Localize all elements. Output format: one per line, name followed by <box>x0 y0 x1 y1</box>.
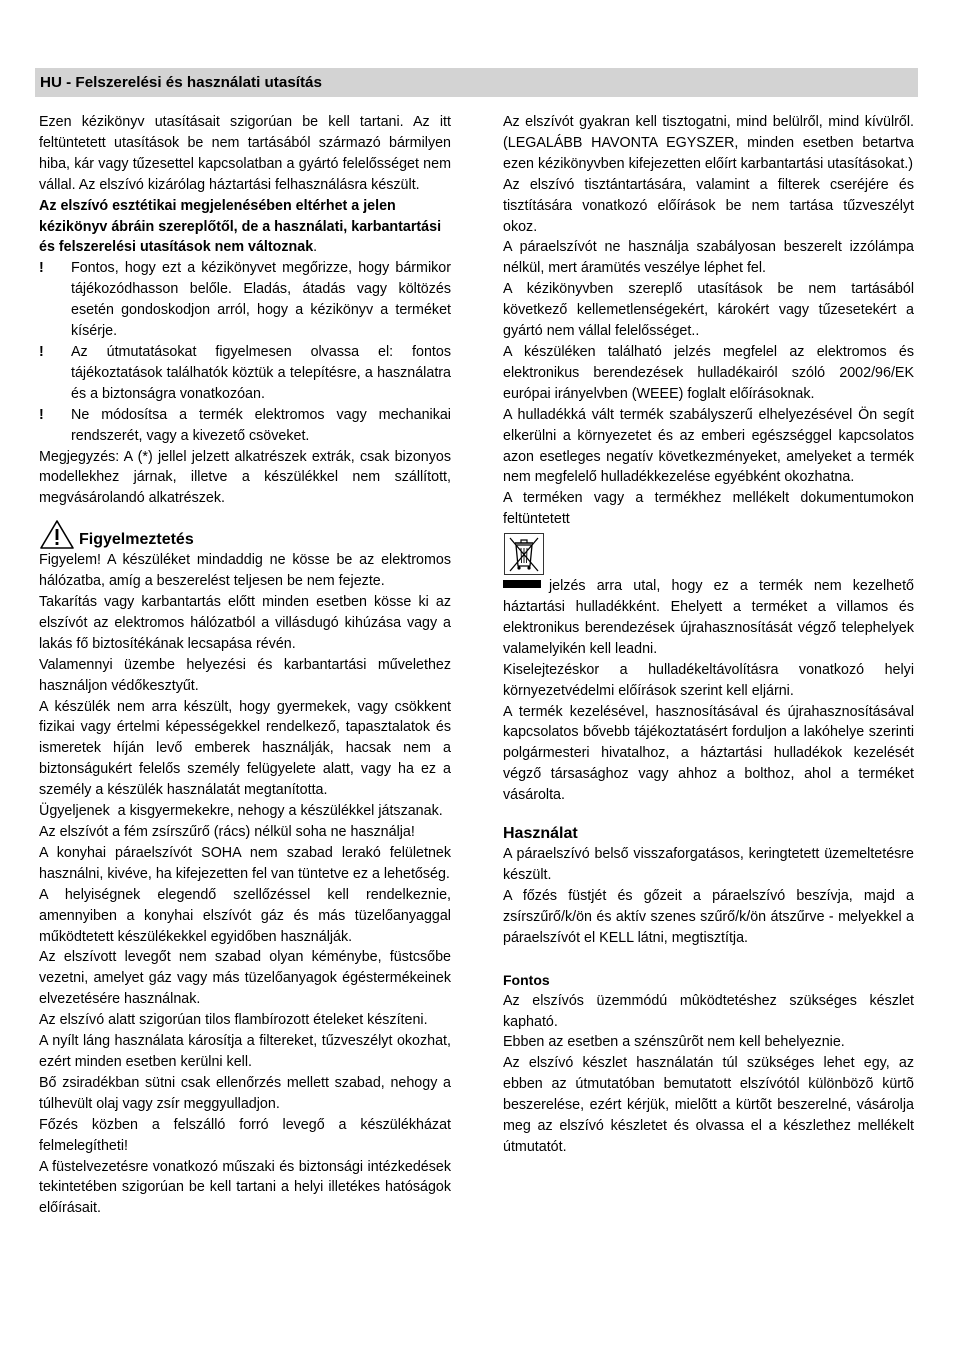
symbol-text: jelzés arra utal, hogy ez a termék nem kezelhető háztartási hulladékként. Ehelyett a terméket a villamos és elektronikus berendezések újrahasznosítását végző telephelyek valamelyikén kell leadni. <box>503 578 914 657</box>
bold-note-end: . <box>313 239 318 256</box>
warning-paragraph: Bő zsiradékban sütni csak ellenőrzés mellett szabad, nehogy a túlhevült olaj vagy zsír meggyulladjon. <box>39 1074 451 1112</box>
bullet-text: Ne módosítsa a termék elektromos vagy mechanikai rendszerét, vagy a kivezető csöveket. <box>71 406 451 444</box>
disposal-paragraph: Kiselejtezéskor a hulladékeltávolításra vonatkozó helyi környezetvédelmi előírások szerint kell eljárni. <box>503 661 914 699</box>
important-paragraph: Az elszívós üzemmódú mûködtetéshez szükséges készlet kapható. <box>503 992 914 1030</box>
warning-paragraph: Az elszívó alatt szigorúan tilos flambírozott ételeket készíteni. <box>39 1012 428 1029</box>
maintenance-paragraph: A páraelszívót ne használja szabályosan beszerelt izzólámpa nélkül, mert áramütés veszélye léphet fel. <box>503 239 914 277</box>
solid-bar-symbol <box>503 580 541 588</box>
bullet-text: Az útmutatásokat figyelmesen olvassa el: fontos tájékoztatások találhatók köztük a telepítésre, a használatra és a biztonságra vonatkozóan. <box>71 343 451 402</box>
warning-paragraph: A konyhai páraelszívót SOHA nem szabad lerakó felületnek használni, kivéve, ha kifejezetten fel van tüntetve ez a lehetőség. <box>39 844 451 882</box>
warning-paragraph: Takarítás vagy karbantartás előtt minden esetben kösse ki az elszívót az elektromos hálózatból a villásdugó kihúzása vagy a lakás fő biztosítékának lecsapása révén. <box>39 594 451 652</box>
warning-paragraph: Az elszívott levegőt nem szabad olyan kéménybe, füstcsőbe vezetni, amelyet gáz vagy más tüzelőanyagok égéstermékeinek elvezetésére használnak. <box>39 949 451 1008</box>
warning-paragraph: A helyiségnek elegendő szellőzéssel kell rendelkeznie, amennyiben a konyhai elszívót gáz és más tüzelőanyaggal működtetett készülékekkel egyidőben használják. <box>39 886 451 945</box>
maintenance-paragraph: Az elszívó tisztántartására, valamint a filterek cseréjére és tisztítására vonatkozó előírások be nem tartása tűzveszélyt okoz. <box>503 176 914 235</box>
warning-paragraph: Ügyeljenek a kisgyermekekre, nehogy a készülékkel játszanak. <box>39 803 443 820</box>
section-header <box>35 68 918 97</box>
intro-paragraph: Ezen kézikönyv utasításait szigorúan be kell tartani. Az itt feltüntetett utasítások be nem tartásából származó bármilyen hiba, kár vagy tűzesettel kapcsolatban a gyártó felelősséget nem vállal. Az elszívó kizárólag háztartási felhasználásra készült. <box>39 114 451 193</box>
usage-title: Használat <box>503 825 578 843</box>
warning-paragraph: A készülék nem arra készült, hogy gyermekek, vagy csökkent fizikai vagy értelmi képességekkel rendelkező, tapasztalatok és ismeretek híján levő emberek használják, hacsak nem a biztonságukért felelős személy felügyelete alatt, vagy ha ez a személy a készülék használatát megtanította. <box>39 698 451 799</box>
symbol-paragraph <box>503 576 914 660</box>
exclamation-icon: ! <box>39 406 44 423</box>
bold-note-text: Az elszívó esztétikai megjelenésében eltérhet a jelen kézikönyv ábráin szereplőtől, de a használati, karbantartási és felszerelési utasítások nem változnak <box>39 197 442 256</box>
maintenance-paragraph: Az elszívót gyakran kell tisztogatni, mind belülről, mind kívülről. (LEGALÁBB HAVONTA EGYSZER, minden esetben betartva ezen kézikönyvben kifejezetten előírt karbantartási utasításokat.) <box>503 114 914 172</box>
weee-paragraph: A hulladékká vált termék szabályszerű elhelyezésével Ön segít elkerülni a környezetet és az emberi egészséggel kapcsolatos azon esetleges negatív következményeket, amelyeket a termék nem megfelelő hulladékkezelése egyébként okozhatna. <box>503 406 914 486</box>
weee-paragraph: A készüléken található jelzés megfelel az elektromos és elektronikus berendezések hulladékairól szóló 2002/96/EK európai irányelvben (WEEE) foglalt előírásoknak. <box>503 343 914 402</box>
crossed-out-bin-icon <box>504 533 544 575</box>
bullet-item <box>39 342 451 405</box>
bullet-text: Fontos, hogy ezt a kézikönyvet megőrizze, hogy bármikor tájékozódhasson belőle. Eladás, átadás vagy költözés esetén gondoskodjon arról, hogy a kézikönyv a terméket kísérje. <box>71 260 451 340</box>
bold-note <box>39 196 451 259</box>
weee-paragraph: A terméken vagy a termékhez mellékelt dokumentumokon feltüntetett <box>503 490 914 528</box>
warning-triangle-icon <box>39 519 75 550</box>
warning-paragraph: Főzés közben a felszálló forró levegő a készülékházat felmelegítheti! <box>39 1116 451 1154</box>
right-column <box>503 112 914 1158</box>
warning-paragraph: Figyelem! A készüléket mindaddig ne kösse be az elektromos hálózatba, amíg a beszerelést teljesen be nem fejezte. <box>39 552 451 590</box>
disposal-paragraph: A termék kezelésével, hasznosításával és újrahasznosításával kapcsolatos bővebb tájékoztatásért forduljon a lakóhelye szerinti polgármesteri hivatalhoz, a háztartási hulladékok kezelését végző társasághoz vagy ahhoz a bolthoz, ahol a terméket vásárolta. <box>503 703 914 804</box>
warning-heading <box>39 517 451 550</box>
warning-paragraph: A füstelvezetésre vonatkozó műszaki és biztonsági intézkedések tekintetében szigorúan be kell tartani a helyi illetékes hatóságok előírásait. <box>39 1158 451 1217</box>
exclamation-icon: ! <box>39 260 44 277</box>
important-title: Fontos <box>503 971 550 988</box>
bullet-item <box>39 405 451 447</box>
warning-paragraph: Valamennyi üzembe helyezési és karbantartási művelethez használjon védőkesztyűt. <box>39 656 451 694</box>
left-column <box>39 112 451 1219</box>
usage-paragraph: A páraelszívó belső visszaforgatásos, keringtetett üzemeltetésre készült. <box>503 846 914 883</box>
important-paragraph: Ebben az esetben a szénszûrõt nem kell behelyeznie. <box>503 1034 845 1051</box>
exclamation-icon: ! <box>39 343 44 360</box>
section-title: HU - Felszerelési és használati utasítás <box>40 74 322 91</box>
bullet-item <box>39 258 451 342</box>
warning-paragraph: Az elszívót a fém zsírszűrő (rács) nélkül soha ne használja! <box>39 824 415 840</box>
warning-paragraph: A nyílt láng használata károsítja a filtereket, tűzveszélyt okozhat, ezért minden esetben kerülni kell. <box>39 1033 451 1070</box>
usage-paragraph: A főzés füstjét és gőzeit a páraelszívó beszívja, majd a zsírszűrő/k/ön és aktív szenes szűrő/k/ön átszűrve - melyekkel a páraelszívót el KELL látni, megtisztítja. <box>503 887 914 946</box>
important-paragraph: Az elszívó készlet használatán túl szükséges lehet egy, az ebben az útmutatóban bemutatott elszívótól különbözõ kürtõ beszerelése, ezért kérjük, mielõtt a kürtõt beszerelné, vásárolja meg az elszívó készletet és olvassa el a készlethez mellékelt útmutatót. <box>503 1055 914 1155</box>
note-paragraph: Megjegyzés: A (*) jellel jelzett alkatrészek extrák, csak bizonyos modellekhez járnak, illetve a készülékkel nem szállított, megvásárolandó alkatrészek. <box>39 448 451 507</box>
maintenance-paragraph: A kézikönyvben szereplő utasítások be nem tartásából következő kellemetlenségekért, károkért vagy tűzesetekért a gyártó nem vállal felelősséget.. <box>503 281 914 340</box>
warning-title: Figyelmeztetés <box>79 531 194 549</box>
